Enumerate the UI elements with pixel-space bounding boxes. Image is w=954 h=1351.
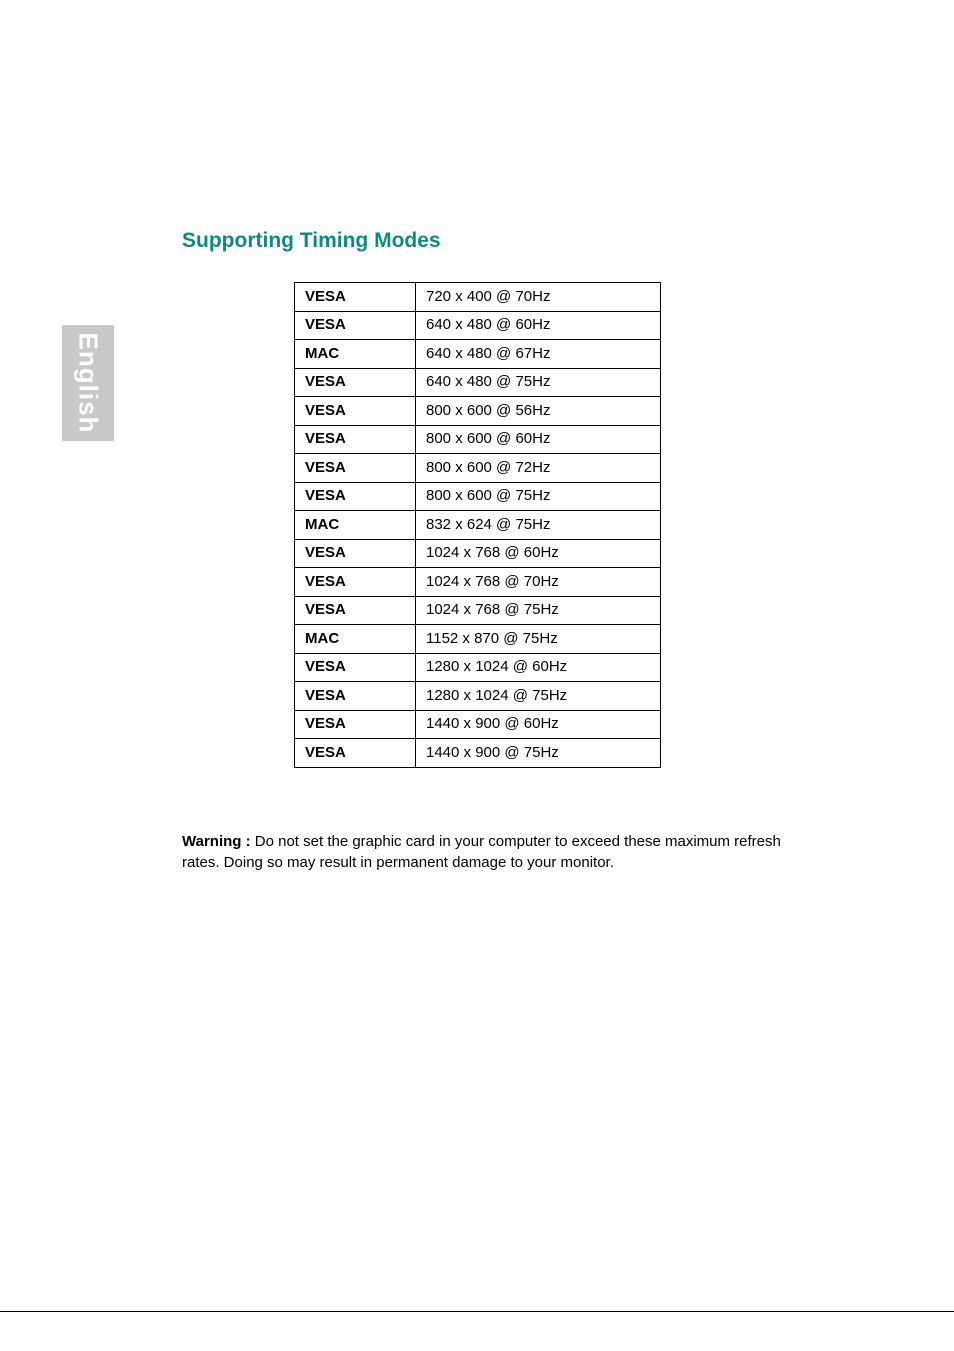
timing-mode-row: [295, 397, 661, 426]
timing-standard-cell: VESA: [295, 653, 416, 682]
timing-modes-table-body: [295, 283, 661, 768]
timing-mode-cell: 640 x 480 @ 75Hz: [416, 368, 661, 397]
timing-mode-row: [295, 368, 661, 397]
timing-mode-cell: 1280 x 1024 @ 60Hz: [416, 653, 661, 682]
timing-standard-cell: MAC: [295, 625, 416, 654]
timing-standard-cell: VESA: [295, 397, 416, 426]
timing-standard-cell: VESA: [295, 539, 416, 568]
timing-mode-row: [295, 283, 661, 312]
timing-mode-row: [295, 425, 661, 454]
timing-standard-cell: VESA: [295, 482, 416, 511]
timing-standard-cell: VESA: [295, 368, 416, 397]
language-side-tab-label: English: [73, 332, 104, 434]
timing-standard-cell: VESA: [295, 425, 416, 454]
section-title: Supporting Timing Modes: [182, 229, 441, 252]
timing-mode-cell: 800 x 600 @ 75Hz: [416, 482, 661, 511]
timing-mode-cell: 720 x 400 @ 70Hz: [416, 283, 661, 312]
timing-mode-cell: 1152 x 870 @ 75Hz: [416, 625, 661, 654]
warning-text: Do not set the graphic card in your computer to exceed these maximum refresh rates. Doing so may result in permanent damage to your monitor.: [182, 833, 781, 871]
warning-label: Warning :: [182, 833, 251, 850]
timing-mode-row: [295, 739, 661, 768]
language-side-tab: [62, 325, 114, 441]
timing-standard-cell: VESA: [295, 596, 416, 625]
timing-standard-cell: VESA: [295, 283, 416, 312]
timing-mode-row: [295, 568, 661, 597]
footer-divider: [0, 1311, 954, 1312]
timing-mode-row: [295, 340, 661, 369]
timing-mode-row: [295, 625, 661, 654]
timing-mode-row: [295, 682, 661, 711]
timing-mode-cell: 1440 x 900 @ 75Hz: [416, 739, 661, 768]
timing-standard-cell: VESA: [295, 454, 416, 483]
timing-standard-cell: VESA: [295, 710, 416, 739]
timing-mode-row: [295, 454, 661, 483]
timing-standard-cell: MAC: [295, 511, 416, 540]
timing-mode-cell: 1280 x 1024 @ 75Hz: [416, 682, 661, 711]
timing-mode-row: [295, 511, 661, 540]
timing-mode-cell: 800 x 600 @ 60Hz: [416, 425, 661, 454]
timing-mode-row: [295, 311, 661, 340]
timing-mode-row: [295, 653, 661, 682]
timing-mode-cell: 1024 x 768 @ 75Hz: [416, 596, 661, 625]
timing-mode-cell: 640 x 480 @ 60Hz: [416, 311, 661, 340]
timing-mode-cell: 800 x 600 @ 56Hz: [416, 397, 661, 426]
timing-mode-row: [295, 596, 661, 625]
timing-mode-row: [295, 482, 661, 511]
timing-standard-cell: MAC: [295, 340, 416, 369]
timing-mode-cell: 1024 x 768 @ 70Hz: [416, 568, 661, 597]
timing-standard-cell: VESA: [295, 311, 416, 340]
timing-standard-cell: VESA: [295, 568, 416, 597]
timing-standard-cell: VESA: [295, 682, 416, 711]
timing-mode-cell: 640 x 480 @ 67Hz: [416, 340, 661, 369]
timing-mode-cell: 832 x 624 @ 75Hz: [416, 511, 661, 540]
timing-mode-cell: 800 x 600 @ 72Hz: [416, 454, 661, 483]
timing-mode-row: [295, 710, 661, 739]
timing-mode-cell: 1440 x 900 @ 60Hz: [416, 710, 661, 739]
timing-mode-cell: 1024 x 768 @ 60Hz: [416, 539, 661, 568]
warning-note: [182, 831, 802, 873]
timing-mode-row: [295, 539, 661, 568]
timing-standard-cell: VESA: [295, 739, 416, 768]
timing-modes-table: [294, 282, 661, 768]
